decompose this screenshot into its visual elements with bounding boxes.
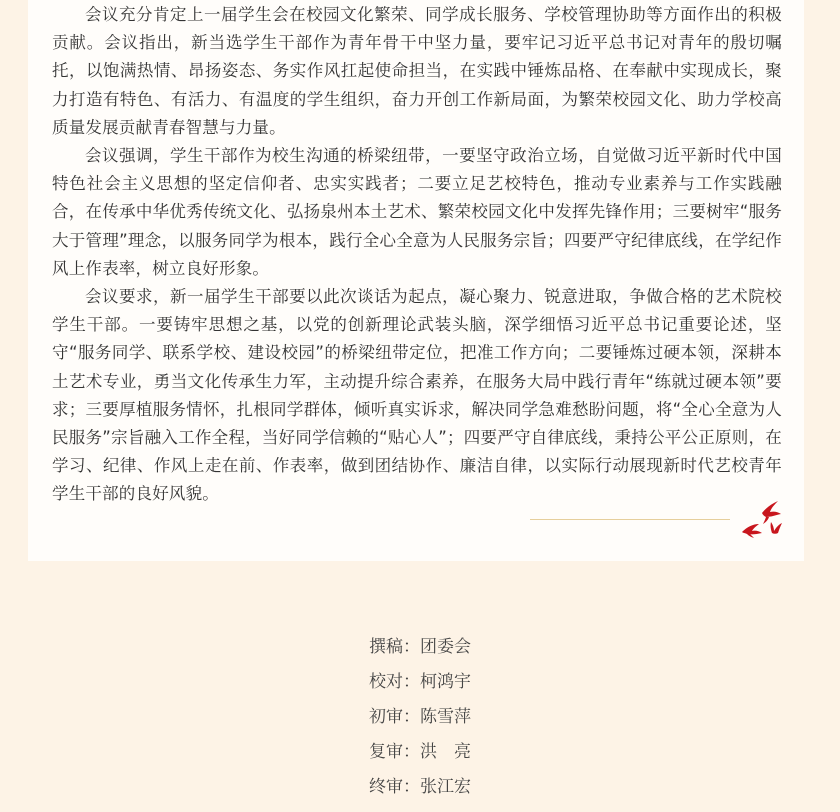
paragraph-emphasis: 会议强调，学生干部作为校生沟通的桥梁纽带，一要坚守政治立场，自觉做习近平新时代中国特色社会主义思想的坚定信仰者、忠实实践者；二要立足艺校特色，推动专业素养与工作实践融合，在传承中华优秀传统文化、弘扬泉州本土艺术、繁荣校园文化中发挥先锋作用；三要树牢“服务大于管理”理念，以服务同学为根本，践行全心全意为人民服务宗旨；四要严守纪律底线，在学纪作风上作表率，树立良好形象。: [52, 146, 782, 278]
credit-second-review: 复审：洪 亮: [369, 742, 471, 762]
article-card: [28, 0, 804, 561]
end-divider: [530, 519, 730, 520]
credit-first-review: 初审：陈雪萍: [369, 707, 471, 727]
credits-block: [330, 630, 510, 805]
article-body: [52, 1, 782, 509]
paragraph-summary: 会议充分肯定上一届学生会在校园文化繁荣、同学成长服务、学校管理协助等方面作出的积极贡献。会议指出，新当选学生干部作为青年骨干中坚力量，要牢记习近平总书记对青年的殷切嘱托，以饱满热情、昂扬姿态、务实作风扛起使命担当，在实践中锤炼品格、在奉献中实现成长，聚力打造有特色、有活力、有温度的学生组织，奋力开创工作新局面，为繁荣校园文化、助力学校高质量发展贡献青春智慧与力量。: [52, 5, 782, 137]
red-doves-icon: [740, 500, 784, 540]
credit-writer: 撰稿：团委会: [369, 637, 471, 657]
credit-proofreader: 校对：柯鸿宇: [369, 672, 471, 692]
credit-final-review: 终审：张江宏: [369, 777, 471, 797]
paragraph-requirements: 会议要求，新一届学生干部要以此次谈话为起点，凝心聚力、锐意进取，争做合格的艺术院校学生干部。一要铸牢思想之基，以党的创新理论武装头脑，深学细悟习近平总书记重要论述，坚守“服务同学、联系学校、建设校园”的桥梁纽带定位，把准工作方向；二要锤炼过硬本领，深耕本土艺术专业，勇当文化传承生力军，主动提升综合素养，在服务大局中践行青年“练就过硬本领”要求；三要厚植服务情怀，扎根同学群体，倾听真实诉求，解决同学急难愁盼问题，将“全心全意为人民服务”宗旨融入工作全程，当好同学信赖的“贴心人”；四要严守自律底线，秉持公平公正原则，在学习、纪律、作风上走在前、作表率，做到团结协作、廉洁自律，以实际行动展现新时代艺校青年学生干部的良好风貌。: [52, 287, 782, 504]
